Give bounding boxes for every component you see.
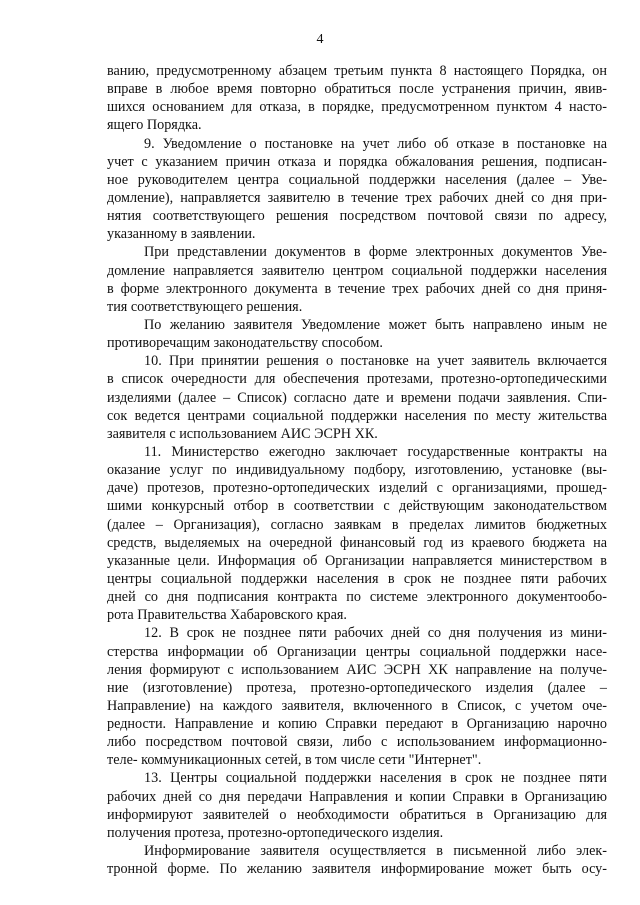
text-line: нятия соответствующего решения посредством почтовой связи по адресу, [107,208,607,225]
text-line: домление), направляется заявителю в течение трех рабочих дней со дня при- [107,189,607,206]
paragraph-first-line: 13. Центры социальной поддержки населения в срок не позднее пяти [144,770,607,787]
text-line: указанному в заявлении. [107,226,256,243]
page-number: 4 [316,32,324,47]
text-line: ное руководителем центра социальной поддержки населения (далее – Уве- [107,171,607,188]
text-line: центры социальной поддержки населения в срок не позднее пяти рабочих [107,570,607,587]
text-line: указанные цели. Информация об Организации направляется министерством в [107,552,607,569]
paragraph-first-line: 10. При принятии решения о постановке на учет заявитель включается [144,353,607,370]
text-line: либо посредством почтовой связи, либо с использованием информационно- [107,734,607,751]
text-line: оказание услуг по индивидуальному подбору, изготовлению, установке (вы- [107,462,607,479]
document-body [107,62,607,878]
text-line: Направление) на каждого заявителя, включенного в Список, с учетом оче- [107,697,607,714]
text-line: стерства информации об Организации центры социальной поддержки насе- [107,643,607,660]
text-line: теле- коммуникационных сетей, в том числе сети "Интернет". [107,752,482,769]
paragraph-first-line: Информирование заявителя осуществляется в письменной либо элек- [144,843,607,860]
text-line: домление направляется заявителю центром социальной поддержки населения [107,262,607,279]
text-line: средств, выделяемых на очередной финансовый год из краевого бюджета на [107,534,607,551]
text-line: в список очередности для обеспечения протезами, протезно-ортопедическими [107,371,607,388]
text-line: ления формируют с использованием АИС ЭСРН ХК направление на получе- [107,661,607,678]
text-line: учет с указанием причин отказа и порядка обжалования решения, подписан- [107,153,607,170]
paragraph-first-line: При представлении документов в форме электронных документов Уве- [144,244,607,261]
text-line: рота Правительства Хабаровского края. [107,607,347,624]
text-line: информируют заявителей о необходимости обратиться в Организацию для [107,806,607,823]
text-line: ние (изготовление) протеза, протезно-ортопедического изделия (далее – [107,679,607,696]
text-line: сок ведется центрами социальной поддержки населения по месту жительства [107,407,607,424]
text-line: шихся основанием для отказа, в порядке, предусмотренном пунктом 4 насто- [107,99,607,116]
text-line: рабочих дней со дня передачи Направления и копии Справки в Организацию [107,788,607,805]
paragraph-first-line: По желанию заявителя Уведомление может быть направлено иным не [144,316,607,333]
paragraph-first-line: 12. В срок не позднее пяти рабочих дней со дня получения из мини- [144,625,607,642]
text-line: тия соответствующего решения. [107,298,303,315]
text-line: тронной форме. По желанию заявителя информирование может быть осу- [107,861,607,878]
text-line: изделиями (далее – Список) согласно дате и времени подачи заявления. Спи- [107,389,607,406]
text-line: получения протеза, протезно-ортопедического изделия. [107,824,444,841]
paragraph-first-line: 11. Министерство ежегодно заключает государственные контракты на [144,443,607,460]
text-line: в форме электронного документа в течение трех рабочих дней со дня приня- [107,280,607,297]
text-line: заявителя с использованием АИС ЭСРН ХК. [107,425,378,442]
text-line: даче) протезов, протезно-ортопедических изделий с организациями, прошед- [107,480,607,497]
text-line: (далее – Организация), согласно заявкам в пределах лимитов бюджетных [107,516,607,533]
paragraph-first-line: 9. Уведомление о постановке на учет либо об отказе в постановке на [144,135,607,152]
text-line: дней со дня подписания контракта по системе электронного документообо- [107,589,607,606]
text-line: ванию, предусмотренному абзацем третьим пункта 8 настоящего Порядка, он [107,63,607,79]
text-line: ящего Порядка. [107,117,202,134]
text-line: шими конкурсный отбор в соответствии с действующим законодательством [107,498,607,515]
text-line: противоречащим законодательству способом. [107,335,383,352]
text-line: вправе в любое время повторно обратиться после устранения причин, явив- [107,81,607,98]
text-line: редности. Направление и копию Справки передают в Организацию нарочно [107,716,607,733]
